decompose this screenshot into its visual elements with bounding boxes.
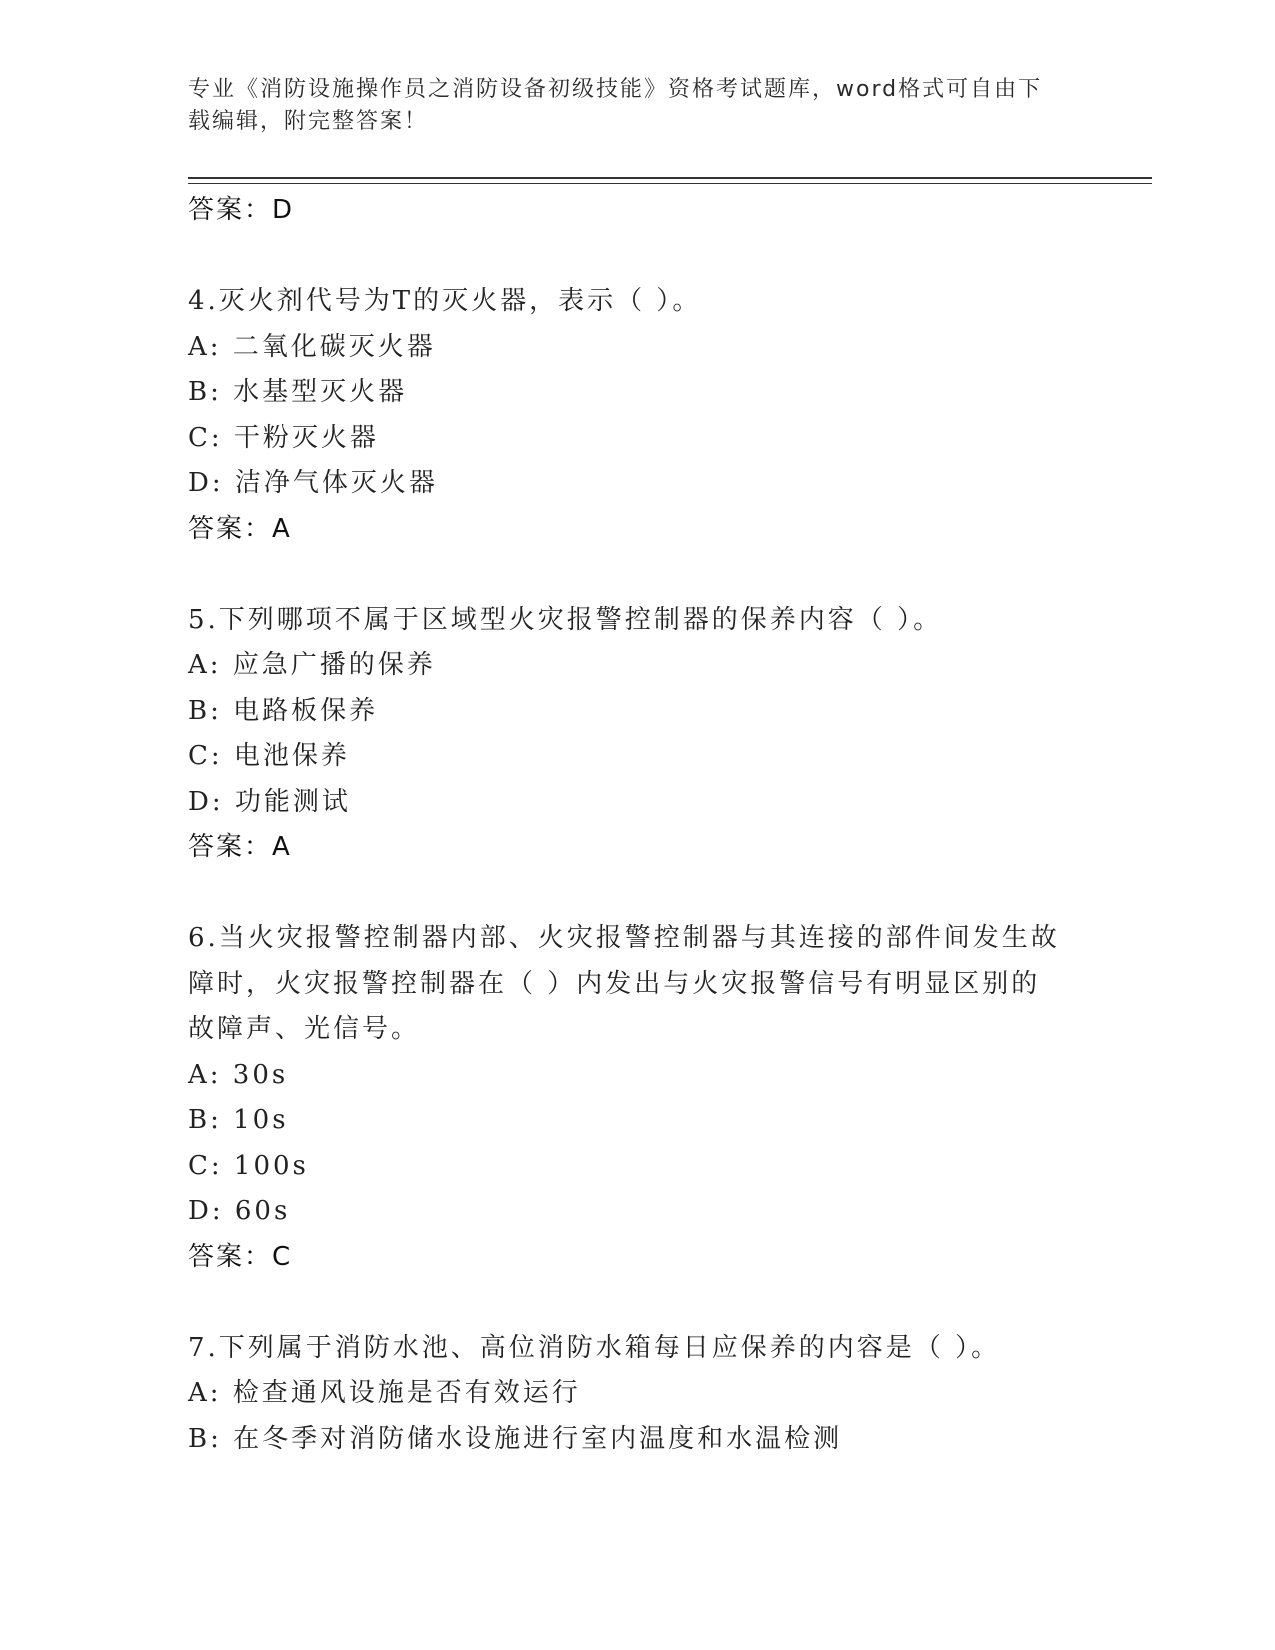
option-c: C: 100s xyxy=(188,1150,309,1181)
answer-q3: 答案：D xyxy=(188,195,295,225)
header-divider-thick xyxy=(188,177,1152,179)
option-a: A: 30s xyxy=(188,1059,289,1090)
question-content xyxy=(188,188,1068,1462)
answer: 答案：C xyxy=(188,1241,293,1272)
question-stem-line-3: 故障声、光信号。 xyxy=(188,1014,421,1044)
header-line-1: 专业《消防设施操作员之消防设备初级技能》资格考试题库，word格式可自由下 xyxy=(188,77,1043,102)
option-d: D: 60s xyxy=(188,1196,291,1226)
option-b: B: 电路板保养 xyxy=(188,695,379,726)
option-c: C: 电池保养 xyxy=(188,741,350,771)
answer: 答案：A xyxy=(188,832,292,862)
option-b: B: 在冬季对消防储水设施进行室内温度和水温检测 xyxy=(188,1423,843,1454)
option-a: A: 应急广播的保养 xyxy=(188,650,436,680)
question-stem-line-2: 障时，火灾报警控制器在（ ）内发出与火灾报警信号有明显区别的 xyxy=(188,968,1041,999)
header-line-2: 载编辑，附完整答案！ xyxy=(188,109,429,134)
question-6 xyxy=(188,916,1068,1280)
option-c: C: 干粉灭火器 xyxy=(188,422,379,453)
option-a: A: 二氧化碳灭火器 xyxy=(188,331,436,362)
option-b: B: 10s xyxy=(188,1105,289,1135)
option-a: A: 检查通风设施是否有效运行 xyxy=(188,1378,581,1408)
question-stem-line-1: 6.当火灾报警控制器内部、火灾报警控制器与其连接的部件间发生故 xyxy=(188,923,1060,953)
answer: 答案：A xyxy=(188,513,292,544)
header-divider-thin xyxy=(188,183,1152,184)
question-5 xyxy=(188,598,1068,871)
question-stem: 4.灭火剂代号为T的灭火器，表示（ ）。 xyxy=(188,286,702,316)
question-stem: 7.下列属于消防水池、高位消防水箱每日应保养的内容是（ ）。 xyxy=(188,1332,1001,1363)
option-b: B: 水基型灭火器 xyxy=(188,377,408,407)
question-stem: 5.下列哪项不属于区域型火灾报警控制器的保养内容（ ）。 xyxy=(188,604,943,635)
question-7 xyxy=(188,1326,1068,1463)
question-4 xyxy=(188,279,1068,552)
option-d: D: 洁净气体灭火器 xyxy=(188,468,438,498)
document-header xyxy=(188,74,1068,138)
option-d: D: 功能测试 xyxy=(188,786,351,817)
